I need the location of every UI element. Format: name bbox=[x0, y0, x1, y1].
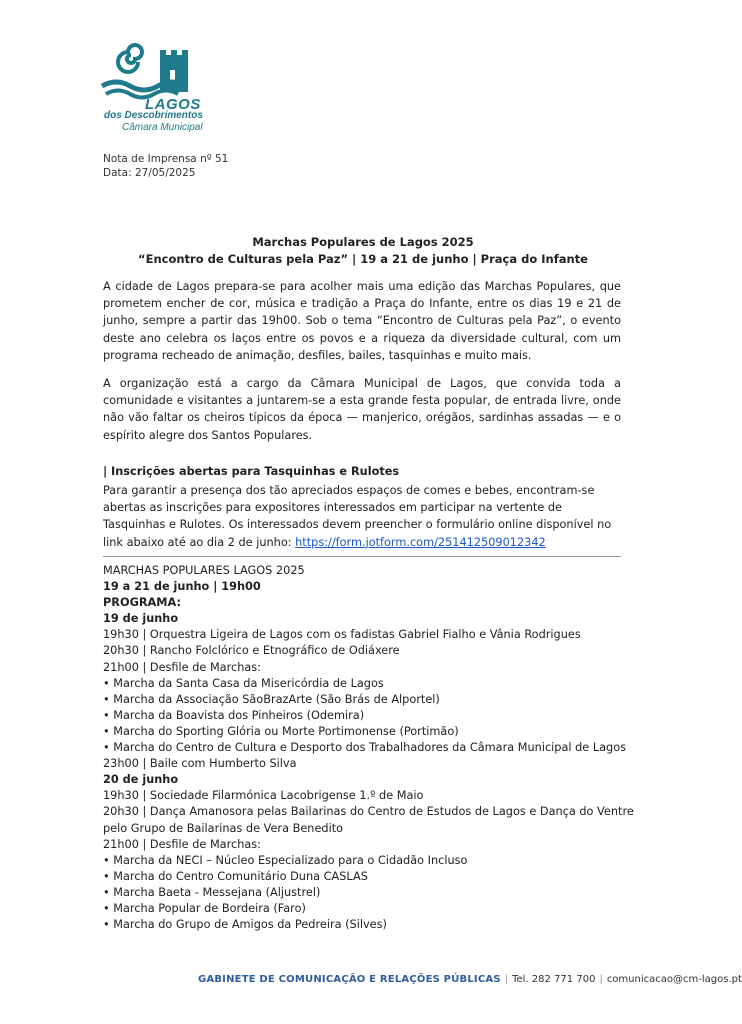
list-item: • Marcha da Associação SãoBrazArte (São Brás de Alportel) bbox=[103, 692, 440, 706]
list-item: 19h30 | Orquestra Ligeira de Lagos com os fadistas Gabriel Fialho e Vânia Rodrigues bbox=[103, 628, 581, 642]
list-item: • Marcha da Boavista dos Pinheiros (Odemira) bbox=[103, 708, 365, 722]
page-title bbox=[103, 234, 623, 268]
press-date: Data: 27/05/2025 bbox=[103, 167, 196, 179]
list-item: 20h30 | Rancho Folclórico e Etnográfico de Odiáxere bbox=[103, 644, 400, 658]
list-item: 21h00 | Desfile de Marchas: bbox=[103, 660, 261, 674]
intro-paragraph-1: A cidade de Lagos prepara-se para acolher mais uma edição das Marchas Populares, que prometem encher de cor, música e tradição a Praça do Infante, entre os dias 19 e 21 de junho, sempre a partir das 19h00. Sob o tema “Encontro de Culturas pela Paz”, o evento deste ano celebra os laços entre os povos e a riqueza da diversidade cultural, com um programa recheado de animação, desfiles, bailes, tasquinhas e muito mais. bbox=[103, 280, 621, 362]
list-item: • Marcha da Santa Casa da Misericórdia de Lagos bbox=[103, 676, 384, 690]
footer bbox=[198, 974, 742, 985]
footer-email[interactable]: comunicacao@cm-lagos.pt bbox=[606, 974, 742, 985]
press-meta bbox=[103, 152, 228, 180]
footer-org: GABINETE DE COMUNICAÇÃO E RELAÇÕES PÚBLICAS bbox=[198, 974, 501, 985]
list-item: • Marcha do Centro de Cultura e Desporto dos Trabalhadores da Câmara Municipal de Lagos bbox=[103, 741, 627, 755]
list-item: • Marcha Baeta - Messejana (Aljustrel) bbox=[103, 885, 321, 899]
program-title: MARCHAS POPULARES LAGOS 2025 bbox=[103, 564, 305, 577]
logo-subtitle: dos Descobrimentos bbox=[104, 110, 203, 121]
list-item: • Marcha Popular de Bordeira (Faro) bbox=[103, 901, 306, 915]
list-item: 23h00 | Baile com Humberto Silva bbox=[103, 757, 297, 771]
list-item: • Marcha da NECI – Núcleo Especializado para o Cidadão Incluso bbox=[103, 853, 468, 867]
list-item: pelo Grupo de Bailarinas de Vera Benedito bbox=[103, 821, 344, 835]
program-dates: 19 a 21 de junho | 19h00 bbox=[103, 580, 261, 594]
title-line-2: “Encontro de Culturas pela Paz” | 19 a 21 de junho | Praça do Infante bbox=[138, 252, 588, 266]
registration-heading: | Inscrições abertas para Tasquinhas e Rulotes bbox=[103, 465, 400, 478]
list-item: • Marcha do Sporting Glória ou Morte Portimonense (Portimão) bbox=[103, 724, 459, 738]
list-item: 20h30 | Dança Amanosora pelas Bailarinas do Centro de Estudos de Lagos e Dança do Ventre bbox=[103, 805, 634, 819]
registration-link[interactable]: https://form.jotform.com/251412509012342 bbox=[295, 535, 546, 549]
list-item: 19h30 | Sociedade Filarmónica Lacobrigense 1.º de Maio bbox=[103, 789, 424, 803]
footer-phone: Tel. 282 771 700 bbox=[512, 974, 596, 985]
footer-separator: | bbox=[504, 974, 509, 985]
program bbox=[103, 563, 633, 933]
program-label: PROGRAMA: bbox=[103, 596, 182, 610]
logo-title: LAGOS bbox=[145, 96, 201, 113]
list-item: • Marcha do Centro Comunitário Duna CASLAS bbox=[103, 869, 368, 883]
intro-paragraph-2: A organização está a cargo da Câmara Municipal de Lagos, que convida toda a comunidade e visitantes a juntarem-se a esta grande festa popular, de entrada livre, onde não vão faltar os cheiros típicos da época — manjerico, orégãos, sardinhas assadas — e o espírito alegre dos Santos Populares. bbox=[103, 377, 621, 442]
footer-separator: | bbox=[599, 974, 603, 985]
day-1-date: 19 de junho bbox=[103, 612, 179, 626]
divider bbox=[103, 556, 621, 557]
press-note-number: Nota de Imprensa nº 51 bbox=[103, 153, 229, 165]
list-item: • Marcha do Grupo de Amigos da Pedreira (Silves) bbox=[103, 918, 387, 932]
list-item: 21h00 | Desfile de Marchas: bbox=[103, 837, 261, 851]
registration-text bbox=[103, 482, 621, 551]
logo-org: Câmara Municipal bbox=[122, 122, 203, 133]
day-2-date: 20 de junho bbox=[103, 773, 179, 787]
title-line-1: Marchas Populares de Lagos 2025 bbox=[252, 235, 474, 249]
registration-body: Para garantir a presença dos tão apreciados espaços de comes e bebes, encontram-se abertas as inscrições para expositores interessados em participar na vertente de Tasquinhas e Rulotes. Os interessados devem preencher o formulário online disponível no link abaixo até ao dia 2 de junho: bbox=[103, 484, 612, 549]
